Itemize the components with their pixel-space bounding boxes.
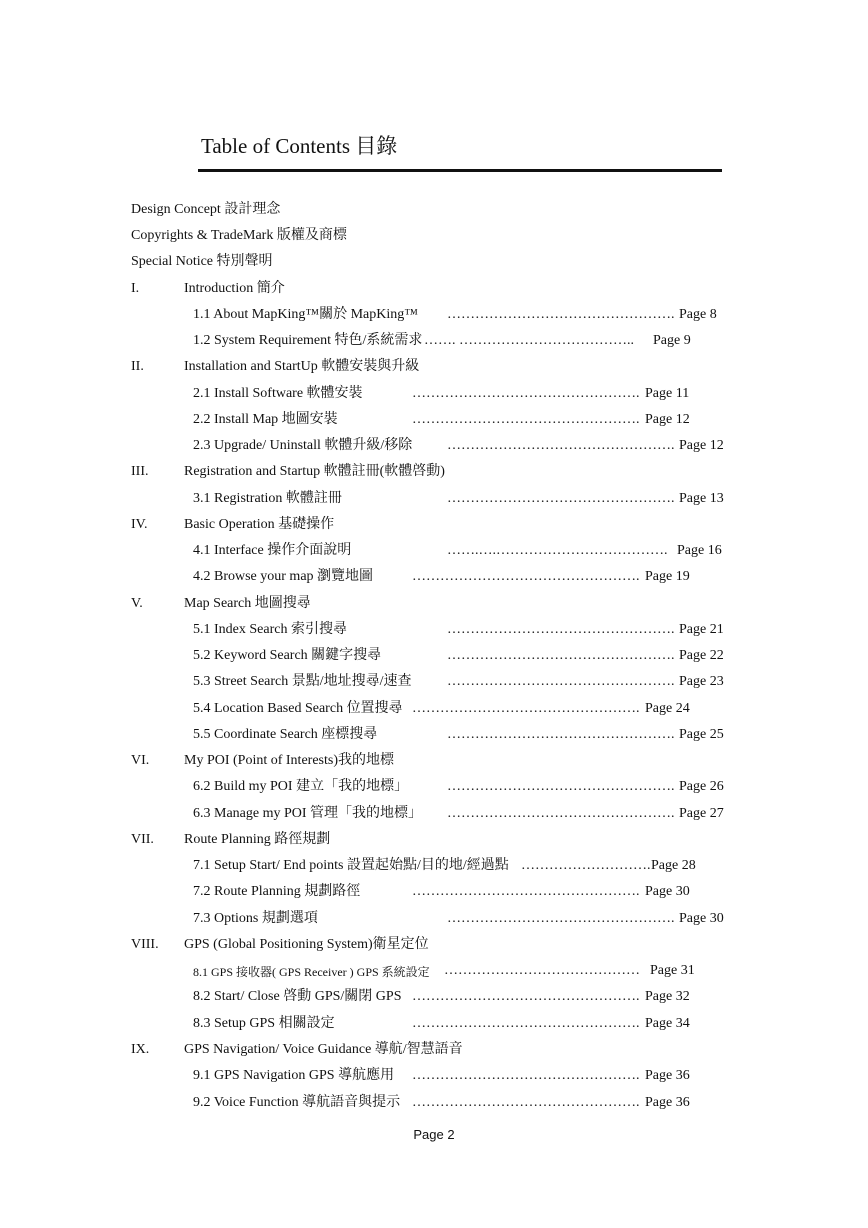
toc-entry-leader: …….….………………………………. [447, 543, 668, 558]
toc-entry-leader: …………………………………………. [412, 884, 640, 899]
toc-entry-leader: …………………………………… [444, 963, 640, 978]
toc-entry-leader: …………………………………………. [412, 412, 640, 427]
toc-entry-leader: …………………………………………. [412, 569, 640, 584]
toc-entry-leader: …………………………………………. [412, 1016, 640, 1031]
toc-entry-leader: …………………………………………. [447, 648, 675, 663]
toc-entry-leader: …………………………………………. [447, 779, 675, 794]
toc-entry-page: Page 21 [679, 622, 724, 637]
toc-entry-leader: …………………………………………. [447, 727, 675, 742]
toc-entry-label: 2.2 Install Map 地圖安裝 [193, 412, 338, 427]
toc-entry-label: 3.1 Registration 軟體註冊 [193, 491, 342, 506]
section-title: Installation and StartUp 軟體安裝與升級 [184, 359, 420, 374]
toc-entry-leader: …………………………………………. [447, 674, 675, 689]
toc-entry-label: 5.3 Street Search 景點/地址搜尋/速查 [193, 674, 412, 689]
toc-entry-label: 8.1 GPS 接收器( GPS Receiver ) GPS 系統設定 [193, 965, 430, 979]
toc-entry-label: 8.2 Start/ Close 啓動 GPS/關閉 GPS [193, 989, 402, 1004]
front-design-concept: Design Concept 設計理念 [131, 202, 281, 217]
toc-entry-leader: …………………………………………. [447, 491, 675, 506]
toc-entry-leader: ………………………. [521, 858, 651, 873]
toc-entry-leader: …………………………………………. [412, 989, 640, 1004]
toc-entry-page: Page 27 [679, 806, 724, 821]
toc-entry-label: 1.1 About MapKing™關於 MapKing™ [193, 307, 418, 322]
toc-entry-leader: ……. ……………………………….. [424, 333, 634, 348]
toc-entry-label: 6.2 Build my POI 建立「我的地標」 [193, 779, 409, 794]
toc-entry-page: Page 36 [645, 1095, 690, 1110]
section-number: II. [131, 359, 144, 374]
toc-entry-page: Page 11 [645, 386, 690, 401]
section-number: III. [131, 464, 149, 479]
section-title: Registration and Startup 軟體註冊(軟體啓動) [184, 464, 445, 479]
toc-entry-label: 4.2 Browse your map 瀏覽地圖 [193, 569, 374, 584]
toc-entry-page: Page 30 [645, 884, 690, 899]
toc-entry-label: 5.5 Coordinate Search 座標搜尋 [193, 727, 378, 742]
toc-entry-label: 7.1 Setup Start/ End points 設置起始點/目的地/經過點 [193, 858, 509, 873]
section-title: GPS (Global Positioning System)衛星定位 [184, 937, 429, 952]
front-special-notice: Special Notice 特別聲明 [131, 254, 273, 269]
toc-entry-label: 7.3 Options 規劃選項 [193, 911, 318, 926]
toc-entry-page: Page 13 [679, 491, 724, 506]
toc-entry-leader: …………………………………………. [447, 911, 675, 926]
section-title: Route Planning 路徑規劃 [184, 832, 331, 847]
section-number: IV. [131, 517, 148, 532]
toc-entry-leader: …………………………………………. [412, 1068, 640, 1083]
toc-entry-label: 9.1 GPS Navigation GPS 導航應用 [193, 1068, 395, 1083]
toc-entry-page: Page 30 [679, 911, 724, 926]
section-number: VII. [131, 832, 154, 847]
toc-entry-label: 5.1 Index Search 索引搜尋 [193, 622, 347, 637]
toc-entry-label: 2.1 Install Software 軟體安裝 [193, 386, 363, 401]
toc-entry-leader: …………………………………………. [412, 386, 640, 401]
toc-entry-label: 9.2 Voice Function 導航語音與提示 [193, 1095, 401, 1110]
toc-entry-page: Page 23 [679, 674, 724, 689]
section-number: VIII. [131, 937, 159, 952]
toc-entry-leader: …………………………………………. [447, 438, 675, 453]
toc-entry-label: 7.2 Route Planning 規劃路徑 [193, 884, 361, 899]
toc-entry-page: Page 12 [645, 412, 690, 427]
toc-entry-page: Page 32 [645, 989, 690, 1004]
toc-entry-page: Page 24 [645, 701, 690, 716]
toc-entry-label: 1.2 System Requirement 特色/系統需求 [193, 333, 423, 348]
front-copyrights: Copyrights & TradeMark 版權及商標 [131, 228, 347, 243]
toc-entry-page: Page 22 [679, 648, 724, 663]
toc-entry-page: Page 16 [677, 543, 722, 558]
toc-entry-page: Page 34 [645, 1016, 690, 1031]
section-title: Map Search 地圖搜尋 [184, 596, 311, 611]
title-underline [198, 169, 722, 172]
toc-entry-leader: …………………………………………. [447, 806, 675, 821]
toc-entry-page: Page 19 [645, 569, 690, 584]
toc-entry-leader: …………………………………………. [412, 701, 640, 716]
toc-entry-label: 4.1 Interface 操作介面說明 [193, 543, 352, 558]
toc-entry-label: 5.4 Location Based Search 位置搜尋 [193, 701, 403, 716]
toc-entry-page: Page 9 [653, 333, 691, 348]
page-title: Table of Contents 目錄 [201, 134, 398, 158]
section-number: V. [131, 596, 143, 611]
toc-entry-page: Page 28 [651, 858, 696, 873]
toc-entry-label: 2.3 Upgrade/ Uninstall 軟體升級/移除 [193, 438, 413, 453]
toc-entry-label: 8.3 Setup GPS 相關設定 [193, 1016, 335, 1031]
toc-entry-leader: …………………………………………. [412, 1095, 640, 1110]
toc-entry-label: 5.2 Keyword Search 關鍵字搜尋 [193, 648, 382, 663]
section-title: Basic Operation 基礎操作 [184, 517, 335, 532]
toc-entry-page: Page 12 [679, 438, 724, 453]
toc-entry-page: Page 8 [679, 307, 717, 322]
toc-entry-leader: …………………………………………. [447, 307, 675, 322]
section-title: My POI (Point of Interests)我的地標 [184, 753, 394, 768]
section-number: I. [131, 281, 140, 296]
section-number: IX. [131, 1042, 150, 1057]
toc-entry-page: Page 26 [679, 779, 724, 794]
section-title: GPS Navigation/ Voice Guidance 導航/智慧語音 [184, 1042, 463, 1057]
toc-entry-page: Page 36 [645, 1068, 690, 1083]
toc-entry-page: Page 31 [650, 963, 695, 978]
section-title: Introduction 簡介 [184, 281, 285, 296]
section-number: VI. [131, 753, 150, 768]
toc-entry-label: 6.3 Manage my POI 管理「我的地標」 [193, 806, 423, 821]
page-number-footer: Page 2 [413, 1127, 455, 1142]
toc-entry-leader: …………………………………………. [447, 622, 675, 637]
toc-entry-page: Page 25 [679, 727, 724, 742]
